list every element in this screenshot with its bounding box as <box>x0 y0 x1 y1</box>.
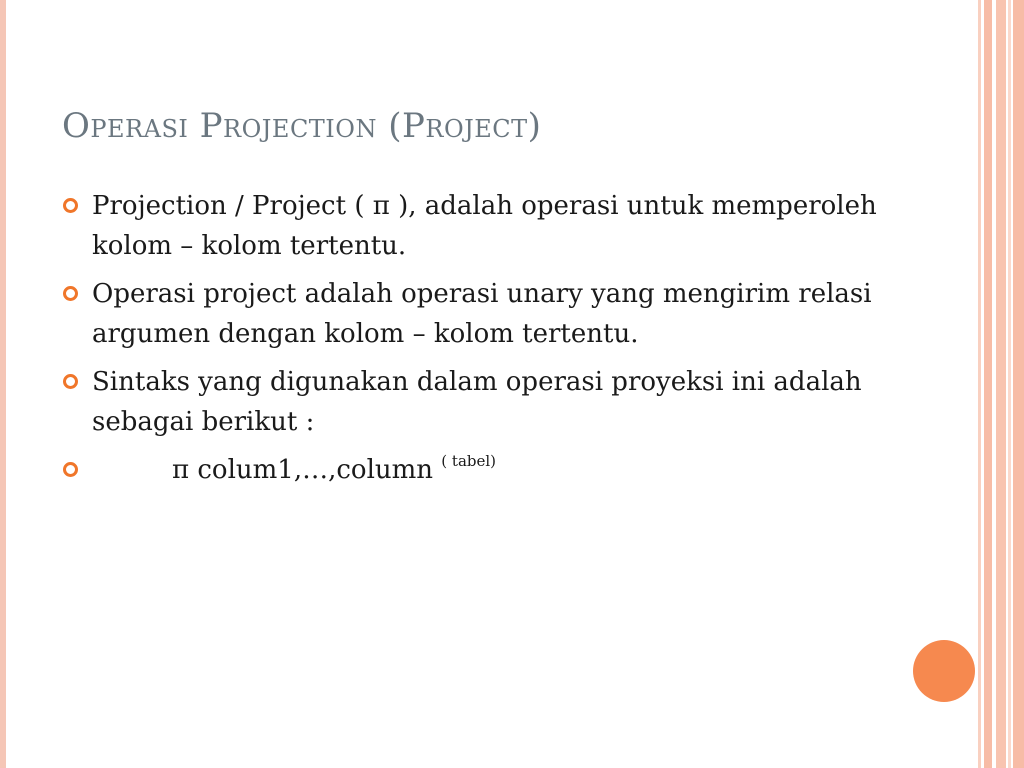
right-stripe <box>1008 0 1011 768</box>
bullet-circle-icon <box>63 374 78 389</box>
right-stripe <box>978 0 981 768</box>
right-stripe <box>1013 0 1024 768</box>
decorative-circle-icon <box>913 640 975 702</box>
bullet-list <box>62 186 892 498</box>
bullet-item <box>62 362 892 442</box>
bullet-item-syntax <box>62 450 892 490</box>
bullet-item <box>62 274 892 354</box>
bullet-text: Projection / Project ( π ), adalah operasi untuk memperoleh kolom – kolom tertentu. <box>92 191 877 261</box>
slide-title: Operasi Projection (Project) <box>62 106 542 146</box>
syntax-subscript: ( tabel) <box>441 452 497 470</box>
right-stripe <box>984 0 992 768</box>
left-border-line <box>0 0 6 768</box>
bullet-text: Sintaks yang digunakan dalam operasi proyeksi ini adalah sebagai berikut : <box>92 367 862 437</box>
bullet-circle-icon <box>63 462 78 477</box>
bullet-circle-icon <box>63 286 78 301</box>
bullet-text: Operasi project adalah operasi unary yang mengirim relasi argumen dengan kolom – kolom tertentu. <box>92 279 872 349</box>
syntax-expression: π colum1,…,column <box>172 455 434 485</box>
bullet-item <box>62 186 892 266</box>
bullet-circle-icon <box>63 198 78 213</box>
right-stripe <box>996 0 1006 768</box>
